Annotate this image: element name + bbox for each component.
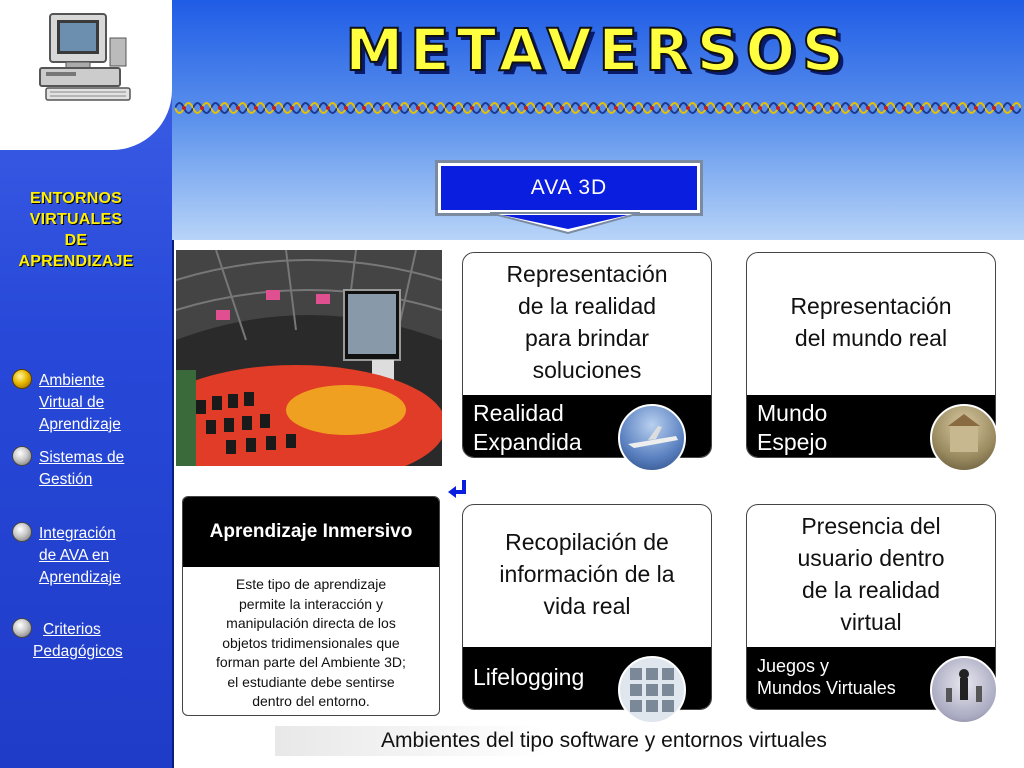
sidebar-title-line: DE — [64, 232, 88, 249]
sidebar-item-ambiente-virtual[interactable] — [12, 370, 164, 436]
sidebar-title-line: ENTORNOS — [30, 190, 122, 207]
return-arrow-icon[interactable] — [446, 478, 468, 500]
silver-bullet-icon — [12, 618, 32, 638]
ava-3d-button-label: AVA 3D — [530, 176, 608, 199]
card-description: Recopilación de información de la vida real — [499, 529, 675, 619]
decorative-border — [175, 96, 1021, 120]
ava-3d-button[interactable] — [438, 163, 700, 213]
card-category: Lifelogging — [463, 647, 711, 709]
sidebar-title — [0, 188, 152, 272]
lifelogging-thumbnail — [618, 656, 686, 724]
sidebar-item-integracion-ava[interactable] — [12, 523, 164, 589]
computer-icon — [30, 8, 140, 108]
card-category: Mundo Espejo — [747, 395, 995, 457]
sidebar-title-line: VIRTUALES — [29, 211, 123, 228]
immersive-learning-box — [182, 496, 440, 716]
silver-bullet-icon — [12, 522, 32, 542]
sidebar-title-line: APRENDIZAJE — [18, 253, 134, 270]
card-category: Realidad Expandida — [463, 395, 711, 457]
sidebar-item-sistemas-gestion[interactable] — [12, 447, 164, 491]
sidebar-link-integracion-ava[interactable]: Integración de AVA en Aprendizaje — [39, 525, 121, 586]
sidebar-item-criterios-pedagogicos[interactable] — [12, 619, 164, 663]
gold-bullet-icon — [12, 369, 32, 389]
page-title: METAVERSOS — [345, 16, 851, 84]
card-description: Representación de la realidad para brindar soluciones — [506, 261, 668, 383]
card-category: Juegos y Mundos Virtuales — [747, 647, 995, 709]
airplane-thumbnail — [618, 404, 686, 472]
down-arrow-icon — [490, 207, 640, 235]
mirror-world-thumbnail — [930, 404, 998, 472]
sidebar-link-sistemas-gestion[interactable]: Sistemas de Gestión — [39, 449, 125, 488]
card-description: Presencia del usuario dentro de la realidad virtual — [797, 513, 945, 635]
virtual-worlds-thumbnail — [930, 656, 998, 724]
sidebar-link-ambiente-virtual[interactable]: Ambiente Virtual de Aprendizaje — [39, 372, 121, 433]
virtual-auditorium-image — [176, 250, 442, 466]
silver-bullet-icon — [12, 446, 32, 466]
immersive-learning-heading: Aprendizaje Inmersivo — [183, 497, 439, 567]
sidebar-link-criterios-pedagogicos[interactable]: Criterios Pedagógicos — [33, 621, 123, 660]
card-description: Representación del mundo real — [790, 293, 952, 351]
footer-caption-text: Ambientes del tipo software y entornos virtuales — [381, 729, 827, 752]
footer-caption — [275, 726, 955, 756]
immersive-learning-description: Este tipo de aprendizaje permite la interacción y manipulación directa de los objetos tridimensionales que forman parte del Ambiente 3D; el estudiante debe sentirse dentro del entorno. — [216, 576, 406, 709]
